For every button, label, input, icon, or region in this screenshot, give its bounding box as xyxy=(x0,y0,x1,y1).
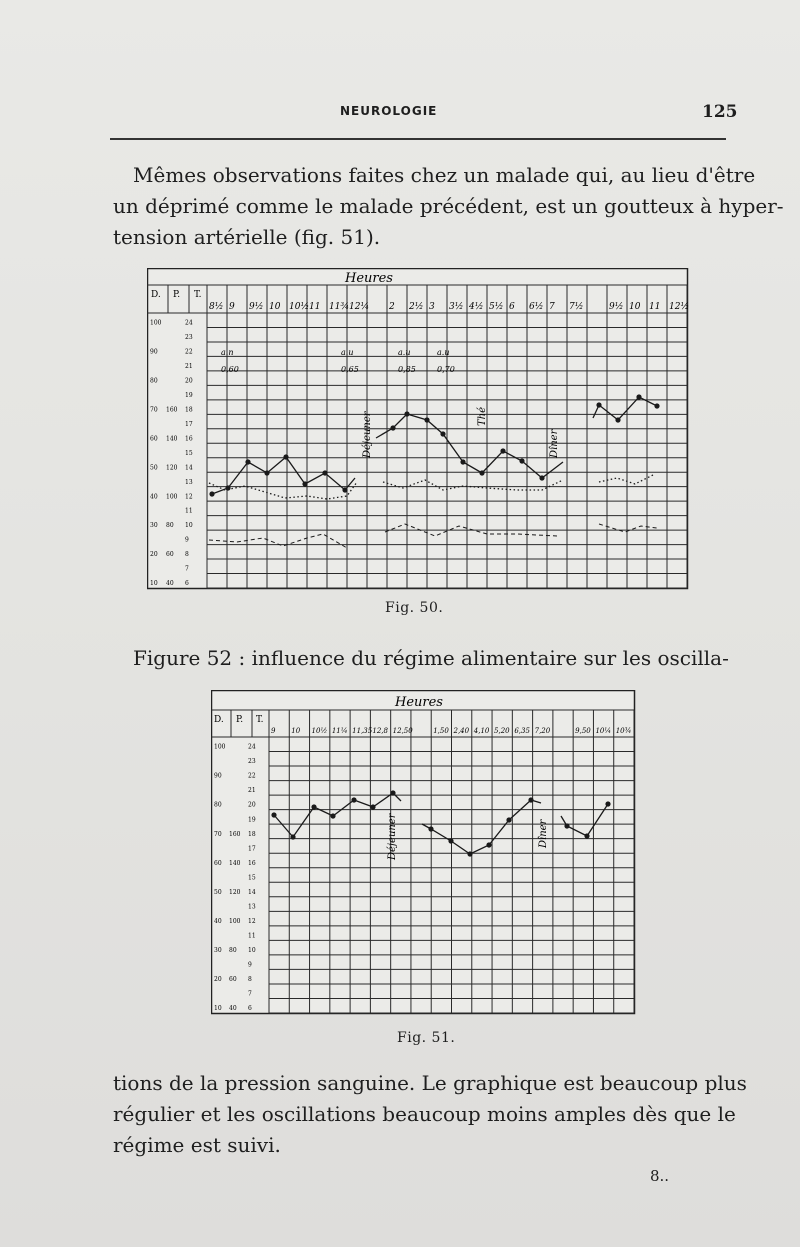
figure-50-note-2-label: a.u xyxy=(341,348,354,357)
page-number: 125 xyxy=(702,102,738,122)
figure51-hour-label: 6,35 xyxy=(514,727,530,735)
signature-mark: 8.. xyxy=(650,1167,670,1185)
figure50-hour-label: 11¾ xyxy=(329,302,350,312)
figure50-hour-label: 9½ xyxy=(609,302,624,312)
running-header xyxy=(0,100,800,124)
figure51-scale-d: 20 xyxy=(214,976,222,984)
figure51-scale-d: 40 xyxy=(214,917,222,925)
figure50-scale-t: 9 xyxy=(185,536,189,544)
figure-50-meal-the: Thé xyxy=(477,406,488,426)
figure50-scale-t: 8 xyxy=(185,551,189,559)
figure51-scale-t: 21 xyxy=(248,787,256,795)
figure50-hour-label: 3 xyxy=(429,302,435,312)
figure51-hour-label: 9,50 xyxy=(575,727,591,735)
figure50-scale-t: 12 xyxy=(185,493,193,501)
figure51-hour-label: 9 xyxy=(271,727,276,735)
figure50-scale-t: 17 xyxy=(185,420,193,428)
figure-50-note-1-label: a.n xyxy=(221,348,234,357)
paragraph-1-line-1: Mêmes observations faites chez un malade qui, au lieu d'être xyxy=(133,163,756,187)
figure51-scale-t: 8 xyxy=(248,976,252,984)
figure51-scale-p: 160 xyxy=(229,830,241,838)
figure50-scale-d: 90 xyxy=(150,348,158,356)
figure50-scale-p: 100 xyxy=(166,493,178,501)
figure51-scale-d: 70 xyxy=(214,830,222,838)
figure50-hour-label: 11 xyxy=(309,302,321,312)
figure51-scale-p: 80 xyxy=(229,946,237,954)
figure51-scale-t: 10 xyxy=(248,946,256,954)
figure50-scale-p: 40 xyxy=(166,580,174,588)
figure51-scale-d: 10 xyxy=(214,1005,222,1013)
header-rule xyxy=(110,138,726,140)
figure51-hour-label: 11¼ xyxy=(331,727,348,735)
figure51-scale-d: 100 xyxy=(214,743,226,751)
figure50-scale-t: 10 xyxy=(185,522,193,530)
figure50-scale-d: 60 xyxy=(150,435,158,443)
figure51-scale-t: 14 xyxy=(248,888,256,896)
paragraph-1-line-3: tension artérielle (fig. 51). xyxy=(113,225,381,249)
figure50-scale-d: 80 xyxy=(150,377,158,385)
paragraph-3-line-2: régulier et les oscillations beaucoup moins amples dès que le xyxy=(113,1102,736,1126)
figure-50-note-1-value: 0,60 xyxy=(221,365,239,374)
figure50-hour-label: 9 xyxy=(229,302,235,312)
figure50-scale-t: 22 xyxy=(185,348,193,356)
figure50-scale-t: 18 xyxy=(185,406,193,414)
running-title: NEUROLOGIE xyxy=(340,104,438,118)
figure51-hour-label: 12,8 xyxy=(372,727,388,735)
figure50-hour-label: 3½ xyxy=(449,302,464,312)
figure51-scale-t: 12 xyxy=(248,917,256,925)
figure50-scale-t: 13 xyxy=(185,478,193,486)
figure-50-caption: Fig. 50. xyxy=(385,600,444,616)
figure51-scale-t: 17 xyxy=(248,845,256,853)
figure-51-col-d: D. xyxy=(214,715,224,725)
figure51-scale-t: 22 xyxy=(248,772,256,780)
figure-50-col-p: P. xyxy=(173,290,181,300)
figure50-hour-label: 10 xyxy=(629,302,641,312)
figure50-scale-d: 20 xyxy=(150,551,158,559)
paragraph-3-line-1: tions de la pression sanguine. Le graphique est beaucoup plus xyxy=(113,1071,747,1095)
figure50-scale-p: 160 xyxy=(166,406,178,414)
figure50-hour-label: 6½ xyxy=(529,302,544,312)
figure50-scale-t: 11 xyxy=(185,507,193,515)
figure51-scale-t: 11 xyxy=(248,932,256,940)
figure-51-meal-diner: Dîner xyxy=(538,819,549,848)
figure50-hour-label: 12½ xyxy=(669,302,689,312)
figure-50-meal-dejeuner: Déjeuner xyxy=(362,411,373,458)
figure-50-note-3-label: a.u xyxy=(398,348,411,357)
figure51-scale-t: 6 xyxy=(248,1005,252,1013)
figure51-scale-d: 90 xyxy=(214,772,222,780)
figure51-hour-label: 10¼ xyxy=(595,727,612,735)
figure50-scale-t: 21 xyxy=(185,363,193,370)
figure50-hour-label: 10 xyxy=(269,302,281,312)
figure51-hour-label: 12,50 xyxy=(392,727,413,735)
figure-50-note-3-value: 0,85 xyxy=(398,365,416,374)
figure51-scale-d: 30 xyxy=(214,946,222,954)
figure50-scale-d: 100 xyxy=(150,319,162,327)
figure-51-caption: Fig. 51. xyxy=(397,1030,456,1046)
figure50-scale-d: 30 xyxy=(150,522,158,530)
figure50-hour-label: 2 xyxy=(389,302,395,312)
figure51-scale-t: 15 xyxy=(248,874,256,882)
figure51-scale-p: 40 xyxy=(229,1005,237,1013)
figure51-scale-d: 80 xyxy=(214,801,222,809)
figure51-scale-p: 120 xyxy=(229,888,241,896)
figure51-scale-p: 140 xyxy=(229,859,241,867)
figure51-hour-label: 10¾ xyxy=(615,727,632,735)
figure51-scale-t: 23 xyxy=(248,758,256,766)
figure50-hour-label: 7 xyxy=(549,302,555,312)
figure50-scale-d: 50 xyxy=(150,464,158,472)
figure50-scale-t: 6 xyxy=(185,580,189,588)
figure50-hour-label: 6 xyxy=(509,302,515,312)
figure51-scale-p: 100 xyxy=(229,917,241,925)
figure51-scale-d: 50 xyxy=(214,888,222,896)
figure-50-meal-diner: Dîner xyxy=(549,429,560,458)
figure50-scale-p: 120 xyxy=(166,464,178,472)
figure-50-note-4-label: a.u xyxy=(437,348,450,357)
figure-51-chart xyxy=(211,690,636,1015)
figure50-hour-label: 10½ xyxy=(289,302,310,312)
figure50-scale-t: 7 xyxy=(185,565,189,573)
figure50-hour-label: 5½ xyxy=(489,302,504,312)
figure-50-chart xyxy=(147,268,689,590)
figure51-hour-label: 1,50 xyxy=(433,727,449,735)
figure50-hour-label: 11 xyxy=(649,302,661,312)
figure51-scale-t: 16 xyxy=(248,859,256,867)
figure51-scale-t: 24 xyxy=(248,743,256,751)
figure51-scale-t: 9 xyxy=(248,961,252,969)
figure50-scale-t: 16 xyxy=(185,435,193,443)
paragraph-1-line-2: un déprimé comme le malade précédent, est un goutteux à hyper- xyxy=(113,194,784,218)
figure50-hour-label: 2½ xyxy=(409,302,424,312)
figure51-hour-label: 10 xyxy=(291,727,301,735)
figure50-scale-p: 140 xyxy=(166,435,178,443)
figure51-hour-label: 4,10 xyxy=(473,727,490,735)
figure51-scale-t: 19 xyxy=(248,816,256,824)
figure51-hour-label: 10½ xyxy=(311,727,328,735)
figure50-scale-t: 15 xyxy=(185,449,193,457)
figure51-hour-label: 5,20 xyxy=(494,727,510,735)
figure50-hour-label: 4½ xyxy=(469,302,484,312)
figure51-scale-t: 18 xyxy=(248,830,256,838)
figure-51-col-p: P. xyxy=(236,715,244,725)
figure51-scale-d: 60 xyxy=(214,859,222,867)
figure51-scale-t: 20 xyxy=(248,801,256,809)
figure51-hour-label: 2,40 xyxy=(453,727,470,735)
figure-51-banner: Heures xyxy=(395,695,443,710)
figure-51-col-t: T. xyxy=(256,715,264,725)
figure50-scale-t: 19 xyxy=(185,391,193,399)
figure50-scale-p: 80 xyxy=(166,522,174,530)
figure50-hour-label: 8½ xyxy=(209,302,224,312)
figure-50-note-2-value: 0,65 xyxy=(341,365,359,374)
figure51-hour-label: 7,20 xyxy=(534,727,551,735)
figure50-hour-label: 12¼ xyxy=(349,302,370,312)
figure-50-col-t: T. xyxy=(194,290,202,300)
paragraph-2: Figure 52 : influence du régime alimentaire sur les oscilla- xyxy=(133,646,729,670)
figure-50-note-4-value: 0,70 xyxy=(437,365,455,374)
figure50-scale-d: 70 xyxy=(150,406,158,414)
figure50-scale-t: 24 xyxy=(185,319,193,327)
figure-51-meal-dejeuner: Déjeuner xyxy=(387,813,398,860)
figure50-scale-d: 40 xyxy=(150,493,158,501)
figure51-scale-t: 13 xyxy=(248,903,256,911)
figure50-hour-label: 9½ xyxy=(249,302,264,312)
figure-50-banner: Heures xyxy=(345,271,393,286)
paragraph-3-line-3: régime est suivi. xyxy=(113,1133,281,1157)
figure50-hour-label: 7½ xyxy=(569,302,584,312)
figure50-scale-t: 14 xyxy=(185,464,193,472)
figure50-scale-t: 23 xyxy=(185,334,193,342)
figure50-scale-t: 20 xyxy=(185,377,193,385)
figure-50-col-d: D. xyxy=(151,290,161,300)
figure50-scale-p: 60 xyxy=(166,551,174,559)
figure51-scale-p: 60 xyxy=(229,976,237,984)
figure50-scale-d: 10 xyxy=(150,580,158,588)
figure51-scale-t: 7 xyxy=(248,990,252,998)
figure51-hour-label: 11,35 xyxy=(352,727,373,735)
